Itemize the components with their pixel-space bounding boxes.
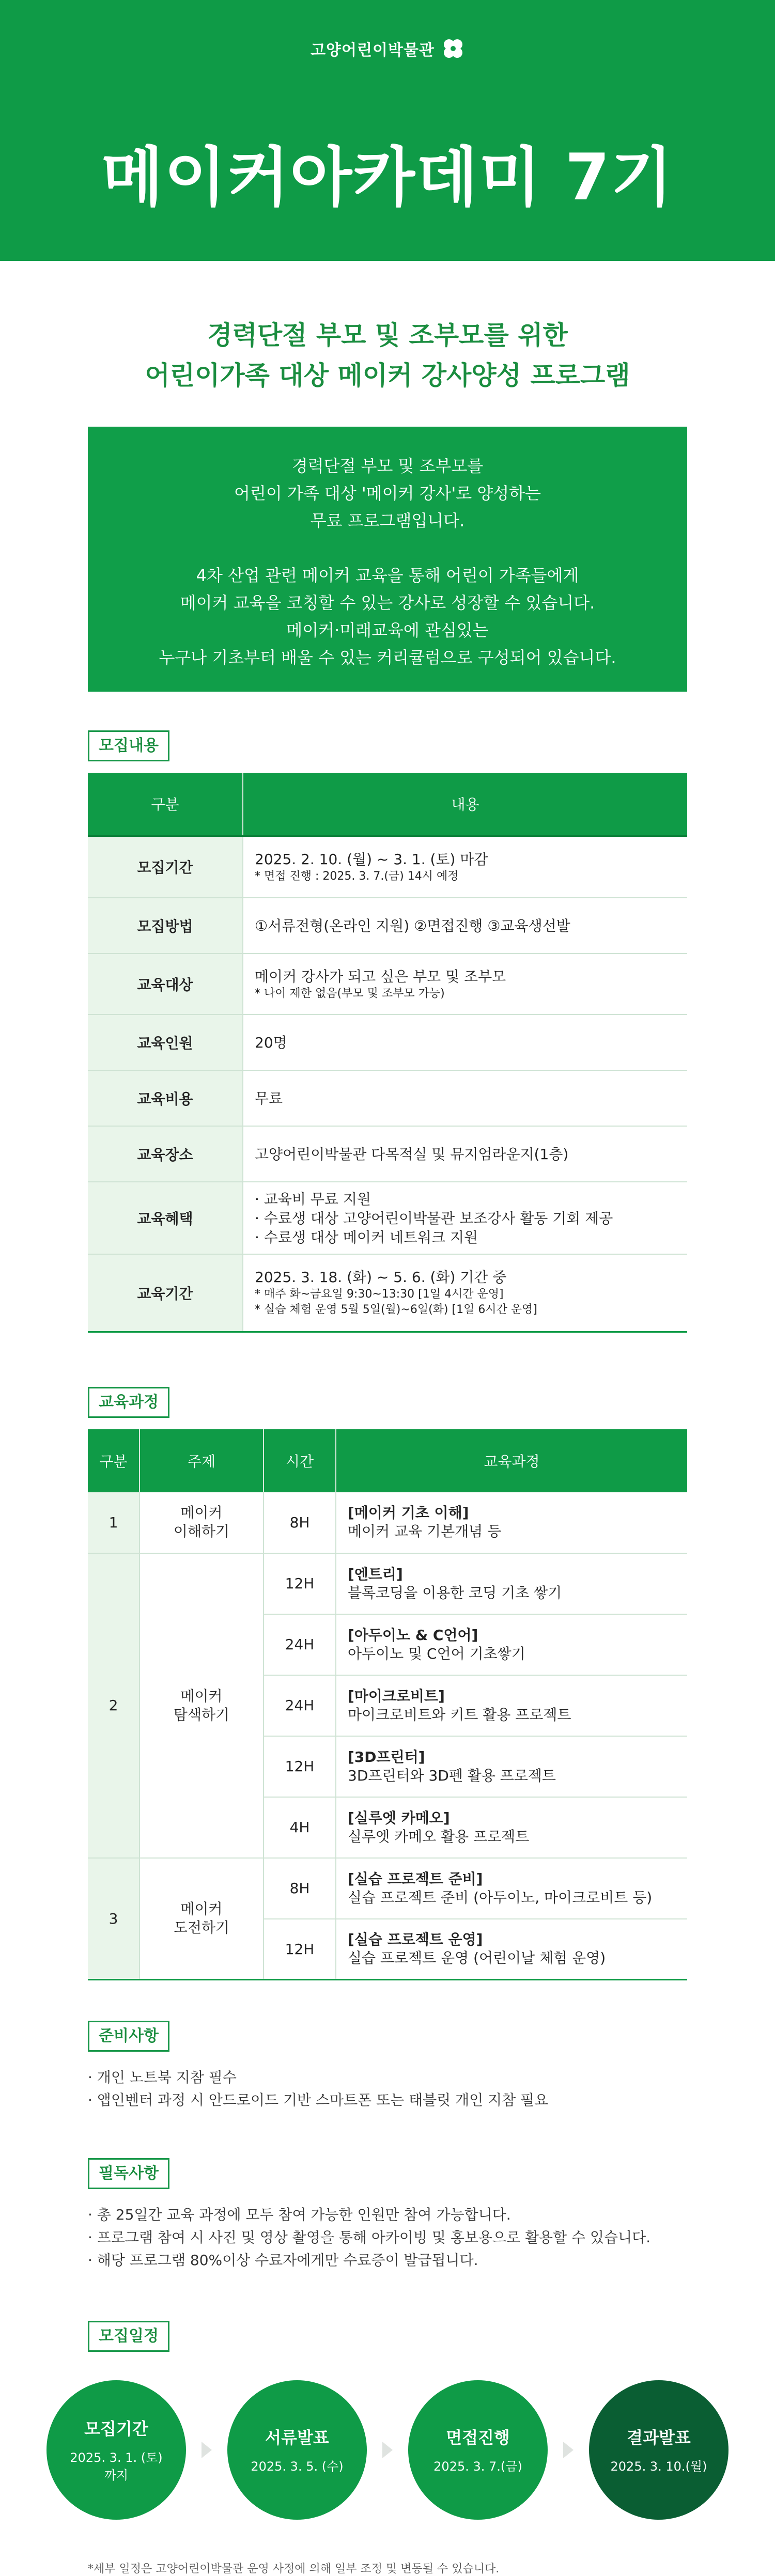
- arrow-right-icon: [382, 2442, 393, 2458]
- value-note: * 나이 제한 없음(부모 및 조부모 가능): [255, 987, 445, 1000]
- course-desc: 아두이노 및 C언어 기초쌓기: [348, 1645, 525, 1662]
- course-table: [88, 1429, 687, 1981]
- table-header: 구분: [88, 773, 243, 836]
- topic-line: 도전하기: [173, 1919, 230, 1937]
- list-item: · 총 25일간 교육 과정에 모두 참여 가능한 인원만 참여 가능합니다.: [88, 2206, 511, 2223]
- row-key: 교육대상: [88, 954, 243, 1014]
- row-value: [243, 1182, 687, 1254]
- value-note: * 면접 진행 : 2025. 3. 7.(금) 14시 예정: [255, 869, 459, 883]
- step-title: 서류발표: [265, 2428, 329, 2447]
- course-desc: 실습 프로젝트 준비 (아두이노, 마이크로비트 등): [348, 1888, 653, 1906]
- group-topic: [140, 1553, 264, 1858]
- section-label-must-read: 필독사항: [88, 2158, 169, 2189]
- row-value: [243, 954, 687, 1014]
- program-subtitle: [0, 315, 775, 396]
- topic-line: 메이커: [180, 1900, 223, 1918]
- row-value: [243, 1014, 687, 1070]
- value-line: 메이커 강사가 되고 싶은 부모 및 조부모: [255, 967, 506, 985]
- course-desc: 실습 프로젝트 운영 (어린이날 체험 운영): [348, 1949, 606, 1967]
- value-line: 2025. 3. 18. (화) ~ 5. 6. (화) 기간 중: [255, 1269, 507, 1286]
- intro-line: 메이커 교육을 코칭할 수 있는 강사로 성장할 수 있습니다.: [180, 593, 595, 613]
- course-hours: 8H: [264, 1858, 336, 1919]
- course-title: [실루엣 카메오]: [348, 1809, 450, 1826]
- table-header: 교육과정: [336, 1429, 687, 1492]
- value-line: · 교육비 무료 지원: [255, 1190, 371, 1208]
- table-row: [88, 1070, 687, 1126]
- row-value: [243, 1126, 687, 1182]
- table-header: 구분: [88, 1429, 140, 1492]
- section-label-recruit: 모집내용: [88, 730, 169, 761]
- intro-line: 메이커·미래교육에 관심있는: [286, 620, 489, 640]
- course-hours: 4H: [264, 1797, 336, 1858]
- table-row: [88, 1254, 687, 1332]
- section-label-course: 교육과정: [88, 1387, 169, 1418]
- intro-line: 누구나 기초부터 배울 수 있는 커리큘럼으로 구성되어 있습니다.: [159, 648, 616, 667]
- schedule-step-interview: [408, 2380, 548, 2520]
- course-title: [엔트리]: [348, 1565, 403, 1583]
- course-desc: 블록코딩을 이용한 코딩 기초 쌓기: [348, 1584, 562, 1601]
- course-hours: 24H: [264, 1675, 336, 1736]
- topic-line: 탐색하기: [173, 1706, 230, 1723]
- intro-line: 경력단절 부모 및 조부모를: [291, 456, 484, 476]
- step-date: 2025. 3. 1. (토): [70, 2450, 163, 2465]
- course-hours: 8H: [264, 1492, 336, 1553]
- course-detail: [336, 1919, 687, 1980]
- group-number: 1: [88, 1492, 140, 1553]
- topic-line: 메이커: [180, 1504, 223, 1521]
- value-line: · 수료생 대상 메이커 네트워크 지원: [255, 1228, 478, 1246]
- table-row: [88, 898, 687, 954]
- recruit-table: [88, 773, 687, 1333]
- row-key: 교육기간: [88, 1254, 243, 1332]
- row-key: 모집기간: [88, 836, 243, 898]
- list-item: · 앱인벤터 과정 시 안드로이드 기반 스마트폰 또는 태블릿 개인 지참 필요: [88, 2091, 549, 2109]
- value-line: ①서류전형(온라인 지원) ②면접진행 ③교육생선발: [255, 917, 570, 934]
- hero-banner: [0, 0, 775, 261]
- row-value: [243, 836, 687, 898]
- value-note: * 실습 체험 운영 5월 5일(월)~6일(화) [1일 6시간 운영]: [255, 1303, 537, 1317]
- intro-line: 무료 프로그램입니다.: [310, 511, 465, 530]
- course-detail: [336, 1858, 687, 1919]
- step-date: 2025. 3. 5. (수): [251, 2459, 344, 2474]
- course-detail: [336, 1492, 687, 1553]
- course-title: [실습 프로젝트 운영]: [348, 1931, 483, 1948]
- topic-line: 메이커: [180, 1687, 223, 1705]
- value-line: 고양어린이박물관 다목적실 및 뮤지엄라운지(1층): [255, 1145, 569, 1163]
- value-line: · 수료생 대상 고양어린이박물관 보조강사 활동 기회 제공: [255, 1209, 613, 1227]
- group-topic: [140, 1492, 264, 1553]
- value-note: * 매주 화~금요일 9:30~13:30 [1일 4시간 운영]: [255, 1288, 504, 1301]
- value-line: 2025. 2. 10. (월) ~ 3. 1. (토) 마감: [255, 850, 488, 868]
- row-value: [243, 1254, 687, 1332]
- section-label-schedule: 모집일정: [88, 2321, 169, 2352]
- arrow-right-icon: [202, 2442, 212, 2458]
- list-item: · 해당 프로그램 80%이상 수료자에게만 수료증이 발급됩니다.: [88, 2252, 478, 2269]
- group-number: 3: [88, 1858, 140, 1980]
- row-key: 모집방법: [88, 898, 243, 954]
- table-header: 시간: [264, 1429, 336, 1492]
- course-desc: 실루엣 카메오 활용 프로젝트: [348, 1828, 530, 1845]
- table-row: [88, 1553, 687, 1614]
- course-detail: [336, 1614, 687, 1675]
- course-desc: 메이커 교육 기본개념 등: [348, 1523, 502, 1540]
- course-hours: 12H: [264, 1736, 336, 1797]
- row-key: 교육장소: [88, 1126, 243, 1182]
- intro-box: [88, 427, 687, 692]
- schedule-footnote: *세부 일정은 고양어린이박물관 운영 사정에 의해 일부 조정 및 변동될 수 있습니다.: [88, 2563, 500, 2575]
- course-title: [아두이노 & C언어]: [348, 1626, 478, 1644]
- subtitle-line: 어린이가족 대상 메이커 강사양성 프로그램: [145, 361, 630, 391]
- schedule-step-result: [589, 2380, 729, 2520]
- section-label-prep: 준비사항: [88, 2021, 169, 2052]
- arrow-right-icon: [563, 2442, 574, 2458]
- schedule-step-recruit: [47, 2380, 186, 2520]
- table-row: [88, 954, 687, 1014]
- table-header: 주제: [140, 1429, 264, 1492]
- step-date: 까지: [104, 2468, 129, 2483]
- step-date: 2025. 3. 10.(월): [610, 2459, 707, 2474]
- page-title: 메이커아카데미 7기: [101, 140, 674, 215]
- table-row: [88, 1492, 687, 1553]
- row-key: 교육인원: [88, 1014, 243, 1070]
- course-desc: 마이크로비트와 키트 활용 프로젝트: [348, 1706, 571, 1723]
- table-row: [88, 1126, 687, 1182]
- list-item: · 프로그램 참여 시 사진 및 영상 촬영을 통해 아카이빙 및 홍보용으로 활용할 수 있습니다.: [88, 2229, 651, 2246]
- course-hours: 12H: [264, 1553, 336, 1614]
- row-value: [243, 898, 687, 954]
- course-detail: [336, 1675, 687, 1736]
- schedule-steps: [0, 2380, 775, 2520]
- course-title: [3D프린터]: [348, 1748, 425, 1766]
- course-detail: [336, 1553, 687, 1614]
- schedule-step-document: [227, 2380, 367, 2520]
- table-row: [88, 1014, 687, 1070]
- logo-text: 고양어린이박물관: [311, 41, 435, 59]
- step-date: 2025. 3. 7.(금): [433, 2459, 522, 2474]
- subtitle-line: 경력단절 부모 및 조부모를 위한: [207, 320, 568, 350]
- value-line: 20명: [255, 1034, 287, 1051]
- course-title: [실습 프로젝트 준비]: [348, 1870, 483, 1887]
- flower-logo-icon: [442, 37, 464, 60]
- step-title: 모집기간: [84, 2419, 148, 2439]
- table-row: [88, 1858, 687, 1919]
- row-key: 교육혜택: [88, 1182, 243, 1254]
- table-row: [88, 1182, 687, 1254]
- museum-logo[interactable]: [0, 37, 775, 60]
- step-title: 면접진행: [446, 2428, 510, 2447]
- group-number: 2: [88, 1553, 140, 1858]
- topic-line: 이해하기: [173, 1523, 230, 1540]
- intro-line: 어린이 가족 대상 '메이커 강사'로 양성하는: [234, 483, 541, 503]
- course-title: [메이커 기초 이해]: [348, 1504, 469, 1521]
- value-line: 무료: [255, 1089, 283, 1107]
- step-title: 결과발표: [627, 2428, 691, 2447]
- row-key: 교육비용: [88, 1070, 243, 1126]
- course-hours: 24H: [264, 1614, 336, 1675]
- course-hours: 12H: [264, 1919, 336, 1980]
- course-detail: [336, 1736, 687, 1797]
- prep-list: [88, 2066, 687, 2112]
- table-row: [88, 836, 687, 898]
- table-header: 내용: [243, 773, 687, 836]
- course-desc: 3D프린터와 3D펜 활용 프로젝트: [348, 1767, 556, 1784]
- course-detail: [336, 1797, 687, 1858]
- list-item: · 개인 노트북 지참 필수: [88, 2069, 237, 2086]
- must-read-list: [88, 2204, 687, 2272]
- row-value: [243, 1070, 687, 1126]
- intro-line: 4차 산업 관련 메이커 교육을 통해 어린이 가족들에게: [196, 566, 579, 585]
- group-topic: [140, 1858, 264, 1980]
- course-title: [마이크로비트]: [348, 1687, 445, 1705]
